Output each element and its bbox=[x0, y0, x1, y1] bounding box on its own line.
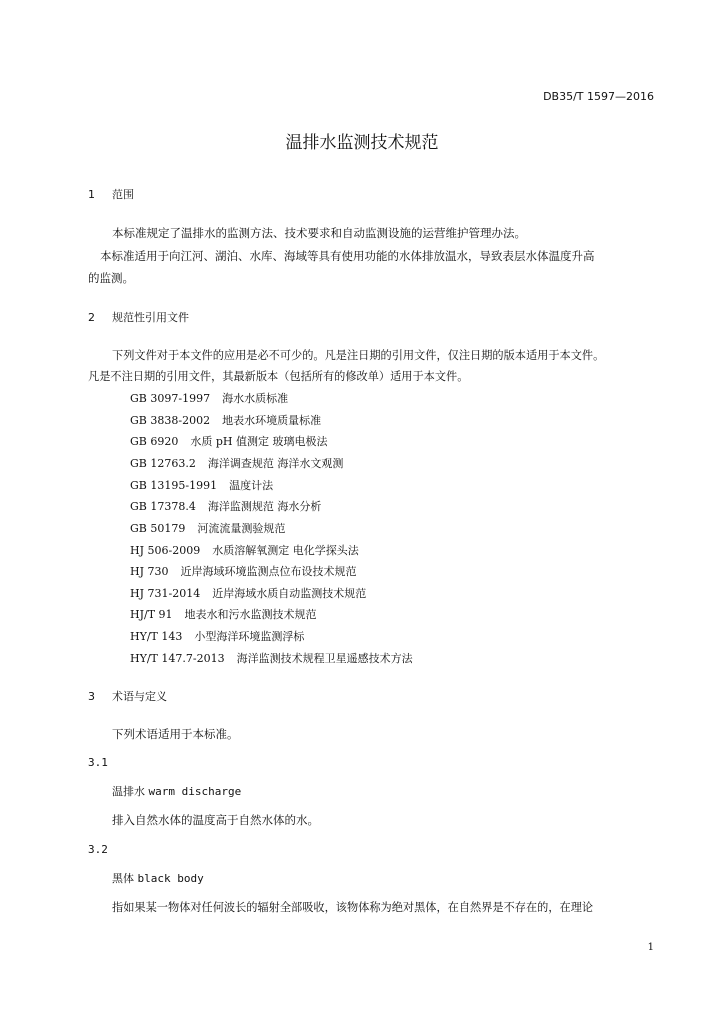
reference-code: GB 3097-1997 bbox=[130, 392, 211, 405]
term-definition: 排入自然水体的温度高于自然水体的水。 bbox=[112, 813, 319, 827]
reference-item bbox=[130, 650, 413, 666]
paragraph: 下列文件对于本文件的应用是必不可少的。凡是注日期的引用文件，仅注日期的版本适用于本文件。 bbox=[112, 349, 605, 362]
section-number: 1 bbox=[88, 188, 95, 201]
reference-code: HY/T 147.7-2013 bbox=[130, 652, 225, 665]
reference-name: 地表水环境质量标准 bbox=[222, 414, 322, 427]
reference-code: HJ 731-2014 bbox=[130, 587, 201, 600]
reference-name: 近岸海域水质自动监测技术规范 bbox=[212, 587, 367, 600]
term-en: black body bbox=[137, 872, 204, 885]
reference-item bbox=[130, 563, 357, 579]
term-number: 3.2 bbox=[88, 843, 108, 856]
section-3-heading bbox=[88, 688, 167, 704]
reference-item bbox=[130, 628, 304, 644]
paragraph: 凡是不注日期的引用文件，其最新版本（包括所有的修改单）适用于本文件。 bbox=[88, 370, 469, 383]
page-number: 1 bbox=[647, 942, 654, 953]
section-title: 规范性引用文件 bbox=[112, 311, 189, 324]
paragraph: 本标准规定了温排水的监测方法、技术要求和自动监测设施的运营维护管理办法。 bbox=[112, 226, 526, 240]
reference-item bbox=[130, 477, 273, 493]
reference-item bbox=[130, 606, 317, 622]
reference-name: 海洋监测规范 海水分析 bbox=[207, 500, 322, 513]
reference-item bbox=[130, 433, 328, 449]
reference-code: HJ 730 bbox=[130, 565, 169, 578]
section-2-heading bbox=[88, 309, 189, 325]
term-en: warm discharge bbox=[148, 785, 242, 798]
section-number: 2 bbox=[88, 311, 95, 324]
reference-name: 水质 pH 值测定 玻璃电极法 bbox=[190, 435, 328, 448]
section-title: 范围 bbox=[112, 188, 134, 201]
reference-code: HJ/T 91 bbox=[130, 608, 173, 621]
section-number: 3 bbox=[88, 690, 95, 703]
term-zh: 黑体 bbox=[112, 872, 134, 885]
reference-item bbox=[130, 498, 321, 514]
paragraph: 的监测。 bbox=[88, 271, 134, 285]
reference-code: GB 12763.2 bbox=[130, 457, 196, 470]
term-number: 3.1 bbox=[88, 756, 108, 769]
reference-code: GB 17378.4 bbox=[130, 500, 196, 513]
paragraph: 本标准适用于向江河、湖泊、水库、海域等具有使用功能的水体排放温水，导致表层水体温度升高 bbox=[100, 249, 595, 263]
term-heading bbox=[112, 870, 204, 886]
section-1-heading bbox=[88, 186, 134, 202]
reference-item bbox=[130, 390, 288, 406]
reference-item bbox=[130, 455, 343, 471]
reference-name: 地表水和污水监测技术规范 bbox=[184, 608, 317, 621]
reference-item bbox=[130, 585, 366, 601]
reference-item bbox=[130, 520, 285, 536]
term-definition: 指如果某一物体对任何波长的辐射全部吸收，该物体称为绝对黑体，在自然界是不存在的，在理论 bbox=[112, 901, 594, 914]
section-title: 术语与定义 bbox=[112, 690, 167, 703]
reference-code: GB 3838-2002 bbox=[130, 414, 211, 427]
reference-code: HY/T 143 bbox=[130, 630, 183, 643]
reference-code: HJ 506-2009 bbox=[130, 544, 201, 557]
reference-item bbox=[130, 542, 359, 558]
reference-name: 温度计法 bbox=[229, 479, 274, 492]
term-zh: 温排水 bbox=[112, 785, 145, 798]
document-code: DB35/T 1597—2016 bbox=[543, 90, 654, 103]
paragraph: 下列术语适用于本标准。 bbox=[112, 727, 239, 741]
reference-name: 近岸海域环境监测点位布设技术规范 bbox=[180, 565, 357, 578]
reference-name: 水质溶解氧测定 电化学探头法 bbox=[212, 544, 359, 557]
reference-code: GB 6920 bbox=[130, 435, 179, 448]
reference-code: GB 50179 bbox=[130, 522, 186, 535]
term-heading bbox=[112, 783, 241, 799]
reference-code: GB 13195-1991 bbox=[130, 479, 218, 492]
reference-name: 海水水质标准 bbox=[222, 392, 289, 405]
reference-item bbox=[130, 412, 321, 428]
reference-name: 河流流量测验规范 bbox=[197, 522, 286, 535]
reference-name: 海洋调查规范 海洋水文观测 bbox=[207, 457, 344, 470]
page-title: 温排水监测技术规范 bbox=[285, 133, 439, 153]
reference-name: 海洋监测技术规程卫星遥感技术方法 bbox=[236, 652, 413, 665]
reference-name: 小型海洋环境监测浮标 bbox=[194, 630, 305, 643]
